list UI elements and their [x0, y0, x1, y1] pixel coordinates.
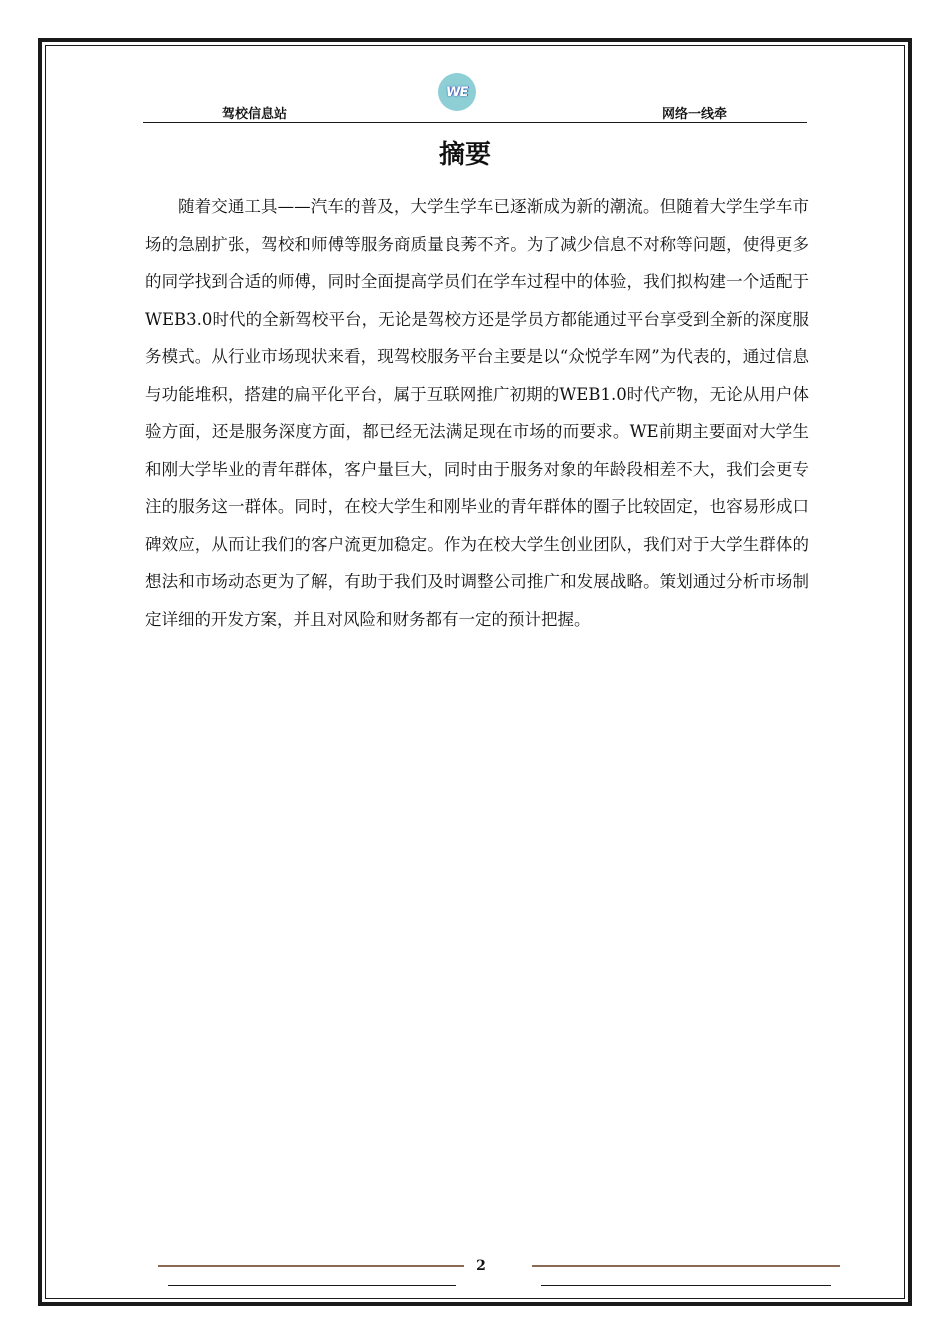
- footer-rule-right-top: [532, 1265, 840, 1267]
- header-right-text: 网络一线牵: [662, 107, 728, 122]
- footer-rule-left-bottom: [168, 1285, 456, 1286]
- logo: [438, 73, 476, 111]
- footer-rule-left-top: [158, 1265, 464, 1267]
- page-number: 2: [476, 1258, 486, 1274]
- footer-rule-right-bottom: [541, 1285, 831, 1286]
- header-left-text: 驾校信息站: [222, 107, 288, 122]
- logo-text: WE: [445, 84, 469, 100]
- header-divider: [143, 122, 807, 123]
- page-title: 摘要: [438, 140, 491, 170]
- abstract-paragraph: 随着交通工具——汽车的普及，大学生学车已逐渐成为新的潮流。但随着大学生学车市场的急剧扩张，驾校和师傅等服务商质量良莠不齐。为了减少信息不对称等问题，使得更多的同学找到合适的师傅，同时全面提高学员们在学车过程中的体验，我们拟构建一个适配于WEB3.0时代的全新驾校平台，无论是驾校方还是学员方都能通过平台享受到全新的深度服务模式。从行业市场现状来看，现驾校服务平台主要是以“众悦学车网”为代表的，通过信息与功能堆积，搭建的扁平化平台，属于互联网推广初期的WEB1.0时代产物，无论从用户体验方面，还是服务深度方面，都已经无法满足现在市场的而要求。WE前期主要面对大学生和刚大学毕业的青年群体，客户量巨大，同时由于服务对象的年龄段相差不大，我们会更专注的服务这一群体。同时，在校大学生和刚毕业的青年群体的圈子比较固定，也容易形成口碑效应，从而让我们的客户流更加稳定。作为在校大学生创业团队，我们对于大学生群体的想法和市场动态更为了解，有助于我们及时调整公司推广和发展战略。策划通过分析市场制定详细的开发方案，并且对风险和财务都有一定的预计把握。: [145, 197, 809, 629]
